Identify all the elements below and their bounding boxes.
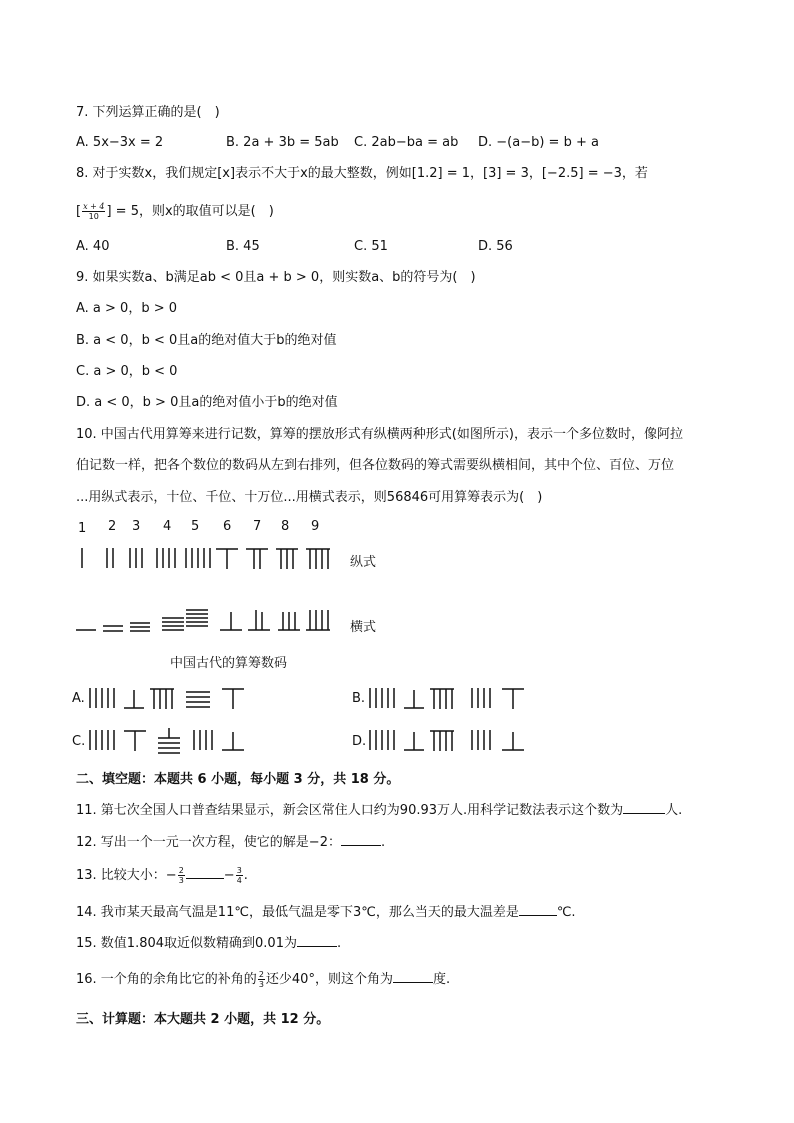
q7-option-d: D. −(a−b) = b + a [478, 135, 599, 150]
q7-option-b: B. 2a + 3b = 5ab [226, 135, 339, 150]
q8-option-c: C. 51 [354, 239, 388, 254]
digit-label-1: 1 [78, 521, 87, 536]
digit-label-7: 7 [253, 519, 262, 534]
q8-option-d: D. 56 [478, 239, 513, 254]
digit-label-5: 5 [191, 519, 200, 534]
q11-answer-blank [623, 801, 665, 814]
q10-option-b-label: B. [352, 691, 366, 706]
section-3-heading: 三、计算题：本大题共 2 小题，共 12 分。 [76, 1012, 330, 1027]
q9-option-b: B. a < 0，b < 0且a的绝对值大于b的绝对值 [76, 333, 337, 348]
label-horizontal: 横式 [350, 620, 377, 635]
q9-option-c: C. a > 0，b < 0 [76, 364, 178, 379]
q7-option-c: C. 2ab−ba = ab [354, 135, 459, 150]
q16-fraction: $\frac{2}{3}$ [258, 970, 264, 989]
q10-line1: 10. 中国古代用算筹来进行记数，算筹的摆放形式有纵横两种形式(如图所示)，表示一个多位数时，像阿拉 [76, 427, 683, 442]
digit-label-6: 6 [223, 519, 232, 534]
q10-option-a-label: A. [72, 691, 85, 706]
q13-answer-blank [186, 866, 224, 879]
q12-answer-blank [341, 833, 381, 846]
q14-answer-blank [519, 903, 557, 916]
section-2-heading: 二、填空题：本题共 6 小题，每小题 3 分，共 18 分。 [76, 772, 400, 787]
figure-caption: 中国古代的算筹数码 [170, 656, 288, 671]
q10-line3: ...用纵式表示，十位、千位、十万位...用横式表示，则56846可用算筹表示为( ) [76, 490, 543, 505]
q9-stem: 9. 如果实数a、b满足ab < 0且a + b > 0，则实数a、b的符号为( ) [76, 270, 476, 285]
digit-label-3: 3 [132, 519, 141, 534]
q10-option-c-rods [86, 726, 256, 758]
q13: 13. 比较大小：− $\frac{2}{3}$ − $\frac{3}{4}$ . [76, 866, 248, 885]
digit-label-9: 9 [311, 519, 320, 534]
q9-option-d: D. a < 0，b > 0且a的绝对值小于b的绝对值 [76, 395, 338, 410]
vertical-rods-figure [0, 540, 360, 580]
label-vertical: 纵式 [350, 555, 377, 570]
q8-stem: 8. 对于实数x，我们规定[x]表示不大于x的最大整数，例如[1.2] = 1，[3] = 3，[−2.5] = −3，若 [76, 166, 648, 181]
q16-answer-blank [393, 970, 433, 983]
digit-label-2: 2 [108, 519, 117, 534]
q13-fraction-2: $\frac{3}{4}$ [236, 866, 242, 885]
q10-option-d-rods [366, 726, 536, 758]
q8-option-b: B. 45 [226, 239, 260, 254]
horizontal-rods-figure [0, 604, 360, 640]
q9-option-a: A. a > 0，b > 0 [76, 301, 178, 316]
digit-label-8: 8 [281, 519, 290, 534]
q10-option-b-rods [366, 684, 536, 716]
q8-option-a: A. 40 [76, 239, 110, 254]
q10-option-c-label: C. [72, 734, 86, 749]
q7-stem: 7. 下列运算正确的是( ) [76, 105, 220, 120]
q8-condition: [ $\frac{x + 4}{10}$ ] = 5，则x的取值可以是( ) [76, 202, 274, 221]
q13-fraction-1: $\frac{2}{3}$ [178, 866, 184, 885]
q11: 11. 第七次全国人口普查结果显示，新会区常住人口约为90.93万人.用科学记数法表示这个数为 人. [76, 803, 683, 818]
q7-option-a: A. 5x−3x = 2 [76, 135, 164, 150]
digit-label-4: 4 [163, 519, 172, 534]
q15: 15. 数值1.804取近似数精确到0.01为 . [76, 936, 342, 951]
q15-answer-blank [297, 934, 337, 947]
q14: 14. 我市某天最高气温是11℃，最低气温是零下3℃，那么当天的最大温差是 ℃. [76, 905, 576, 920]
q10-line2: 伯记数一样，把各个数位的数码从左到右排列，但各位数码的筹式需要纵横相间，其中个位、百位、万位 [76, 458, 675, 473]
q12: 12. 写出一个一元一次方程，使它的解是−2： . [76, 835, 386, 850]
q10-option-a-rods [86, 684, 256, 716]
q16: 16. 一个角的余角比它的补角的 $\frac{2}{3}$ 还少40°，则这个角为 度. [76, 970, 451, 989]
q10-option-d-label: D. [352, 734, 367, 749]
q8-fraction: $\frac{x + 4}{10}$ [83, 202, 105, 221]
